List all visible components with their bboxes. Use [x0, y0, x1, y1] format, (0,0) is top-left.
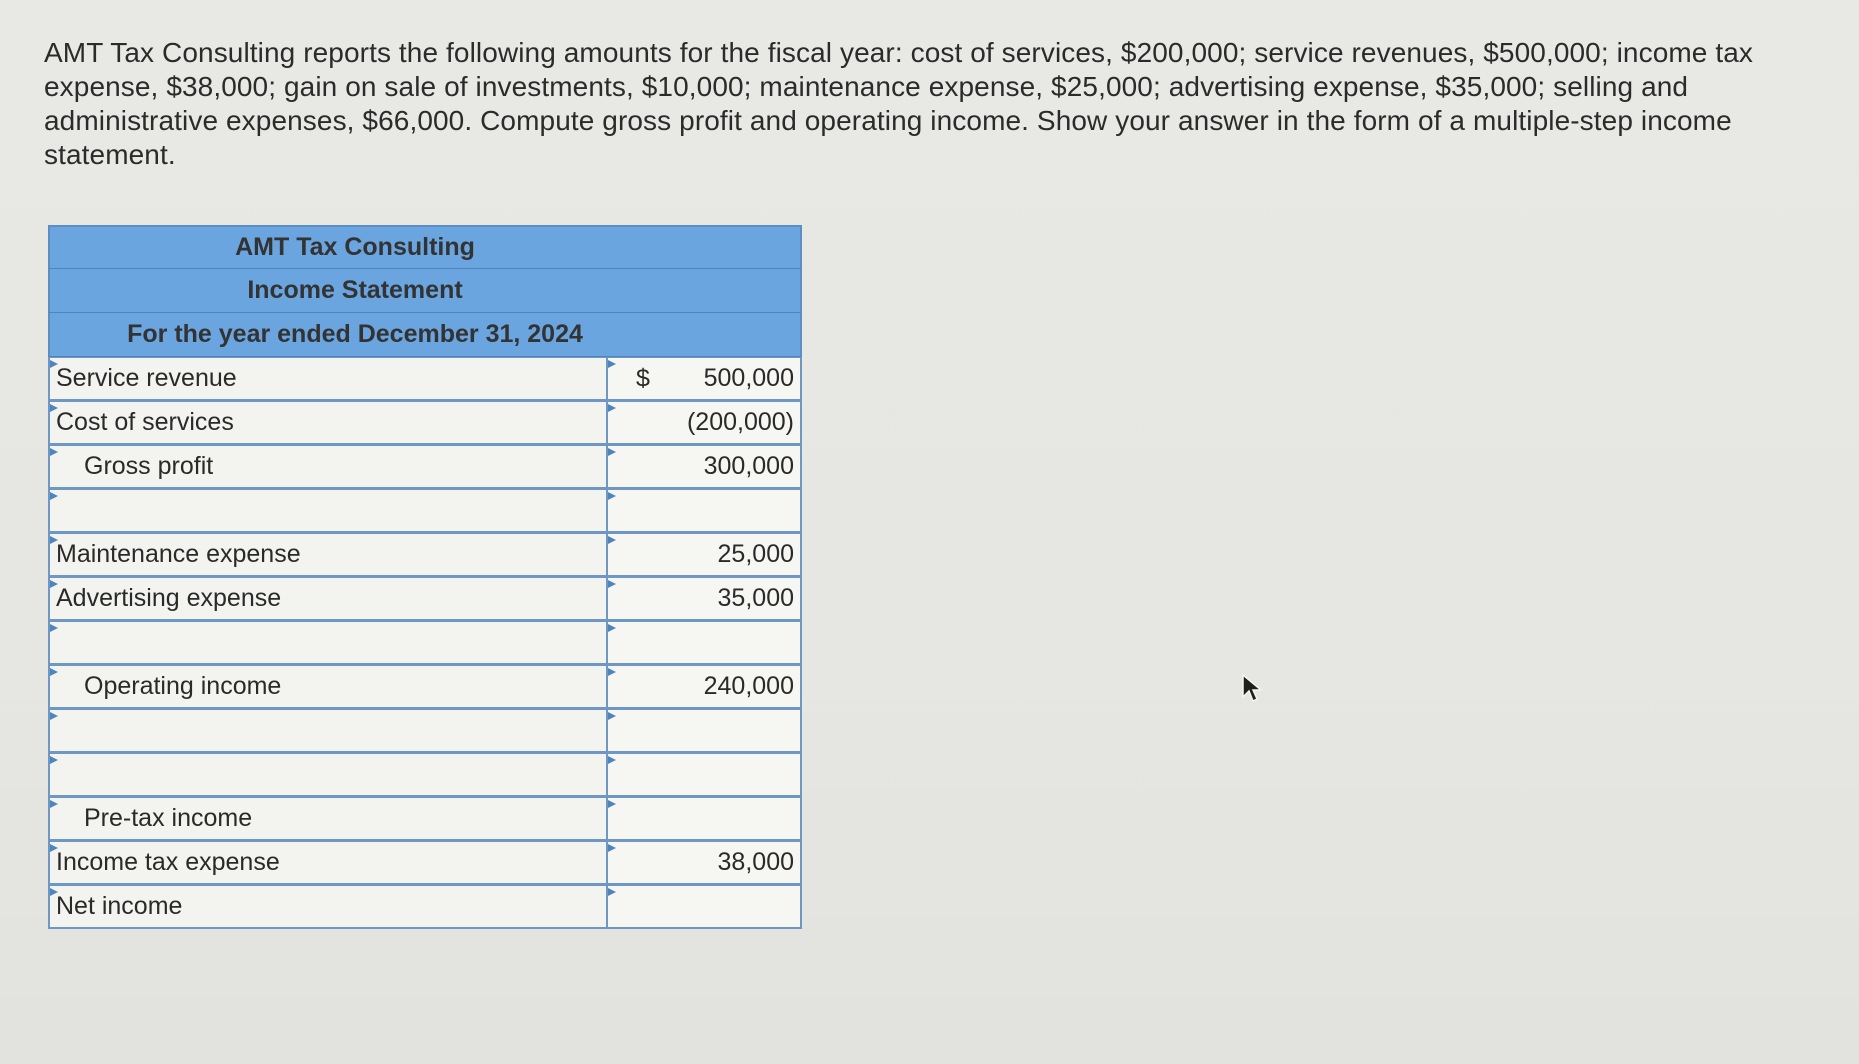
value-cell-operating-income[interactable]: 240,000: [608, 665, 802, 709]
label-dropdown-empty-1[interactable]: [48, 489, 608, 533]
label-cell-cost-of-services[interactable]: Cost of services: [48, 401, 608, 445]
label-cell-net-income[interactable]: Net income: [48, 885, 608, 929]
label-cell-maintenance-expense[interactable]: Maintenance expense: [48, 533, 608, 577]
table-row-empty-4: [48, 753, 802, 797]
table-row-income-tax-expense: [48, 841, 802, 885]
value-cell-cost-of-services[interactable]: (200,000): [608, 401, 802, 445]
label-dropdown-empty-4[interactable]: [48, 753, 608, 797]
table-row-cost-of-services: [48, 401, 802, 445]
value-input-empty-4[interactable]: [608, 753, 802, 797]
mouse-cursor-icon: [1241, 673, 1263, 705]
income-statement-table: [48, 225, 802, 929]
value-input-net-income[interactable]: [608, 885, 802, 929]
table-row-maintenance-expense: [48, 533, 802, 577]
dollar-sign: $: [636, 364, 650, 392]
statement-period-header: For the year ended December 31, 2024: [48, 313, 802, 357]
label-cell-income-tax-expense[interactable]: Income tax expense: [48, 841, 608, 885]
table-row-pre-tax-income: [48, 797, 802, 841]
value-cell-service-revenue[interactable]: $ 500,000: [608, 357, 802, 401]
label-cell-advertising-expense[interactable]: Advertising expense: [48, 577, 608, 621]
value-input-empty-3[interactable]: [608, 709, 802, 753]
table-row-empty-3: [48, 709, 802, 753]
value-cell-income-tax-expense[interactable]: 38,000: [608, 841, 802, 885]
table-row-empty-1: [48, 489, 802, 533]
company-name-header: AMT Tax Consulting: [48, 225, 802, 269]
label-dropdown-empty-2[interactable]: [48, 621, 608, 665]
table-row-service-revenue: [48, 357, 802, 401]
label-cell-pre-tax-income: Pre-tax income: [48, 797, 608, 841]
table-row-advertising-expense: [48, 577, 802, 621]
label-dropdown-empty-3[interactable]: [48, 709, 608, 753]
value-input-empty-2[interactable]: [608, 621, 802, 665]
value-input-empty-1[interactable]: [608, 489, 802, 533]
value-cell-maintenance-expense[interactable]: 25,000: [608, 533, 802, 577]
label-cell-service-revenue[interactable]: Service revenue: [48, 357, 608, 401]
value-cell-advertising-expense[interactable]: 35,000: [608, 577, 802, 621]
value-cell-gross-profit[interactable]: 300,000: [608, 445, 802, 489]
table-row-empty-2: [48, 621, 802, 665]
value-input-pre-tax-income[interactable]: [608, 797, 802, 841]
label-cell-operating-income: Operating income: [48, 665, 608, 709]
table-row-gross-profit: [48, 445, 802, 489]
label-cell-gross-profit: Gross profit: [48, 445, 608, 489]
table-row-operating-income: [48, 665, 802, 709]
statement-title-header: Income Statement: [48, 269, 802, 313]
problem-text: AMT Tax Consulting reports the following amounts for the fiscal year: cost of services, $200,000; service revenues, $500,000; income tax expense, $38,000; gain on sale of investments, $10,000; maintenance expense, $25,000; advertising expense, $35,000; selling and administrative expenses, $66,000. Compute gross profit and operating income. Show your answer in the form of a multiple-step income statement.: [44, 37, 1753, 170]
table-row-net-income: [48, 885, 802, 929]
